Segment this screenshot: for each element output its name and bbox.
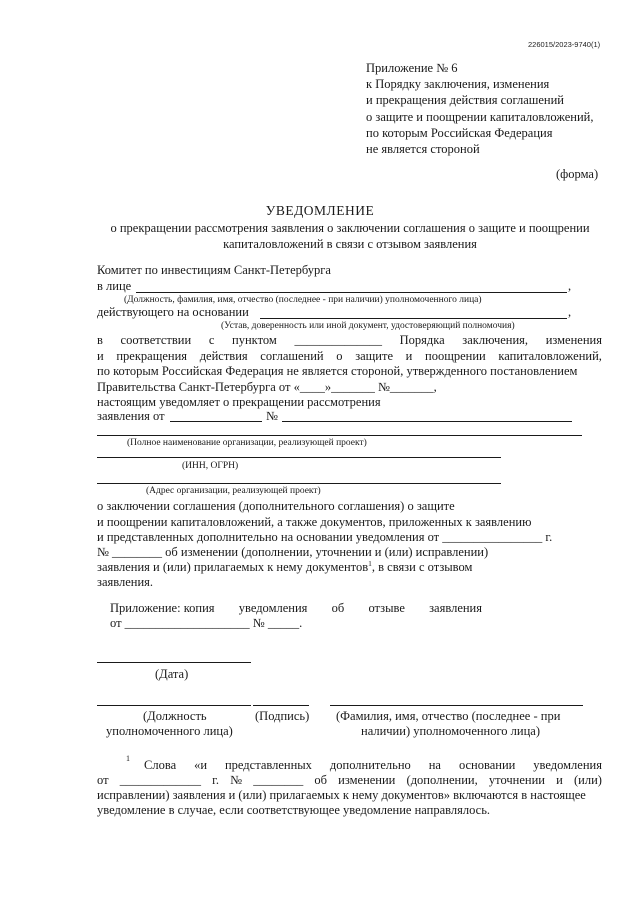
comma: , [568,305,572,319]
para2-row: и представленных дополнительно на основании уведомления от ________________ г. [97,530,553,544]
signature-label: (Подпись) [255,709,310,723]
para1-row: и прекращения действия соглашений о защите и поощрении капиталовложений, [97,349,602,363]
organization-name-field[interactable] [97,435,582,436]
subtitle-line: капиталовложений в связи с отзывом заявления [223,237,477,251]
para1-row: в соответствии с пунктом ______________ Порядка заключения, изменения [97,333,602,347]
name-label: (Фамилия, имя, отчество (последнее - при [336,709,561,723]
appendix-block [366,60,593,157]
appendix-line: по которым Российская Федерация [366,125,553,140]
document-title: УВЕДОМЛЕНИЕ [265,203,375,218]
inn-caption: (ИНН, ОГРН) [182,461,239,471]
para2-row: о заключении соглашения (дополнительного соглашения) о защите [97,499,455,513]
appendix-line: к Порядку заключения, изменения [366,77,550,92]
comma: , [568,279,572,293]
name-label: наличии) уполномоченного лица) [361,724,541,738]
attachment-row: Приложение: копия уведомления об отзыве заявления [110,601,482,615]
para2-row: заявления и (или) прилагаемых к нему документов$^1$, в связи с отзывом [97,558,473,574]
document-subtitle [0,220,640,252]
para2-row: заявления. [97,575,154,589]
para1-row: по которым Российская Федерация не является стороной, утвержденного постановлением [97,364,578,378]
signer-name-field[interactable] [330,705,583,706]
appendix-line: Приложение № 6 [366,61,458,75]
appendix-line: и прекращения действия соглашений [366,93,564,108]
statement-number-label: № [266,409,278,423]
para2-row: и поощрении капиталовложений, а также документов, приложенных к заявлению [97,515,532,529]
statement-date-field[interactable] [170,421,262,422]
position-label: уполномоченного лица) [106,724,233,738]
attachment-row: от ____________________ № _____. [110,616,303,630]
para2-row: № ________ об изменении (дополнении, уточнении и (или) исправлении) [97,545,489,559]
footnote-row: от _____________ г. № ________ об изменении (дополнении, уточнении и (или) [97,773,602,787]
address-caption: (Адрес организации, реализующей проект) [146,486,321,496]
signer-position-field[interactable] [97,705,251,706]
committee-name: Комитет по инвестициям Санкт-Петербурга [97,263,331,277]
position-label: (Должность [143,709,207,723]
signature-field[interactable] [253,705,309,706]
form-label: (форма) [556,167,599,181]
statement-number-field[interactable] [282,421,572,422]
date-caption: (Дата) [155,667,189,681]
subtitle-line: о прекращении рассмотрения заявления о заключении соглашения о защите и поощрении [110,221,590,235]
statement-date-label: заявления от [97,409,165,423]
in-person-label: в лице [97,279,132,293]
document-number: 226015/2023-9740(1) [528,40,601,49]
acting-basis-label: действующего на основании [97,305,249,319]
appendix-line: о защите и поощрении капиталовложений, [366,109,594,124]
date-field[interactable] [97,662,251,663]
footnote-row: исправлении) заявления и (или) прилагаемых к нему документов» включаются в настоящее [97,788,586,802]
person-field[interactable] [136,292,567,293]
appendix-line: не является стороной [366,142,480,157]
footnote-ref: 1 [368,558,372,568]
inn-ogrn-field[interactable] [97,457,501,458]
organization-caption: (Полное наименование организации, реализующей проект) [127,438,367,448]
basis-field[interactable] [260,318,567,319]
footnote-row: уведомление в случае, если соответствующее уведомление направлялось. [97,803,491,817]
footnote-row: Слова «и представленных дополнительно на основании уведомления [144,758,602,772]
para1-row: Правительства Санкт-Петербурга от «____»_______ №_______, [97,380,437,394]
footnote-mark: 1 [126,754,130,763]
position-caption: (Должность, фамилия, имя, отчество (последнее - при наличии) уполномоченного лица) [124,295,482,305]
address-field[interactable] [97,483,501,484]
charter-caption: (Устав, доверенность или иной документ, удостоверяющий полномочия) [221,321,515,331]
para1-row: настоящим уведомляет о прекращении рассмотрения [97,395,381,409]
